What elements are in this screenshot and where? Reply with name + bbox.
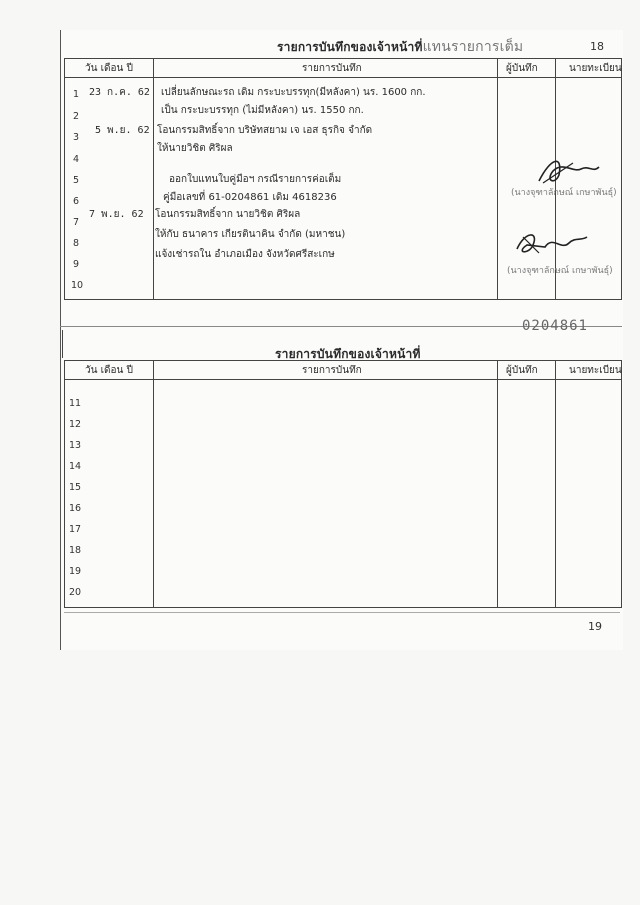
- header-recorder: ผู้บันทึก: [506, 365, 538, 376]
- column-divider: [497, 59, 498, 299]
- row-number: 10: [71, 280, 84, 291]
- column-divider: [497, 361, 498, 607]
- page-number-top: 18: [590, 40, 604, 53]
- row-number: 9: [73, 259, 80, 270]
- row-number: 19: [69, 566, 82, 577]
- row-number: 1: [73, 89, 80, 100]
- entry-line: เป็น กระบะบรรทุก (ไม่มีหลังคา) นร. 1550 กก.: [161, 105, 364, 116]
- row-number: 15: [69, 482, 82, 493]
- entry-date: 5 พ.ย. 62: [95, 125, 150, 136]
- page-title-bottom: รายการบันทึกของเจ้าหน้าที่: [275, 347, 421, 361]
- row-number: 8: [73, 238, 80, 249]
- header-recorder: ผู้บันทึก: [506, 63, 538, 74]
- recorder-stamp: (นางจุฑาลักษณ์ เกษาพันธุ์): [507, 266, 613, 276]
- entry-line: ให้กับ ธนาคาร เกียรตินาคิน จำกัด (มหาชน): [155, 229, 346, 240]
- entry-line: ให้นายวิชิต ศิริผล: [157, 143, 233, 154]
- entry-line: เปลี่ยนลักษณะรถ เดิม กระบะบรรทุก(มีหลังคา) นร. 1600 กก.: [161, 87, 426, 98]
- header-registrar: นายทะเบียน: [569, 365, 622, 376]
- row-number: 5: [73, 175, 80, 186]
- page-number-bottom: 19: [588, 620, 602, 633]
- entry-line: แจ้งเช่ารถใน อำเภอเมือง จังหวัดศรีสะเกษ: [155, 249, 335, 260]
- margin-line: [62, 330, 63, 358]
- column-divider: [555, 361, 556, 607]
- column-divider: [153, 59, 154, 299]
- entry-date: 7 พ.ย. 62: [89, 209, 144, 220]
- serial-fragment: 0204861: [521, 318, 588, 334]
- entry-line: โอนกรรมสิทธิ์จาก นายวิชิต ศิริผล: [155, 209, 301, 220]
- entry-date: 23 ก.ค. 62: [89, 87, 150, 98]
- entry-line: คู่มือเลขที่ 61-0204861 เดิม 4618236: [163, 192, 337, 203]
- table-header: [65, 59, 621, 78]
- header-record: รายการบันทึก: [302, 63, 362, 74]
- header-date: วัน เดือน ปี: [85, 63, 133, 74]
- title-overlay: แทนรายการเต็ม: [422, 39, 524, 55]
- row-number: 13: [69, 440, 82, 451]
- signature-2: [509, 223, 589, 263]
- header-registrar: นายทะเบียน: [569, 63, 622, 74]
- footer-divider: [64, 612, 620, 613]
- row-number: 14: [69, 461, 82, 472]
- row-number: 7: [73, 217, 80, 228]
- record-table-top: [64, 58, 622, 300]
- entry-line: โอนกรรมสิทธิ์จาก บริษัทสยาม เจ เอส ธุรกิจ จำกัด: [157, 125, 373, 136]
- recorder-stamp: (นางจุฑาลักษณ์ เกษาพันธุ์): [511, 188, 617, 198]
- header-record: รายการบันทึก: [302, 365, 362, 376]
- record-table-bottom: [64, 360, 622, 608]
- table-header: [65, 361, 621, 380]
- row-number: 12: [69, 419, 82, 430]
- row-number: 4: [73, 154, 80, 165]
- row-number: 2: [73, 111, 80, 122]
- row-number: 11: [69, 398, 82, 409]
- header-date: วัน เดือน ปี: [85, 365, 133, 376]
- row-number: 6: [73, 196, 80, 207]
- row-number: 16: [69, 503, 82, 514]
- entry-line: ออกใบแทนใบคู่มือฯ กรณีรายการค่อเต็ม: [169, 174, 342, 185]
- row-number: 20: [69, 587, 82, 598]
- column-divider: [153, 361, 154, 607]
- row-number: 3: [73, 132, 80, 143]
- row-number: 17: [69, 524, 82, 535]
- row-number: 18: [69, 545, 82, 556]
- page-title-top: รายการบันทึกของเจ้าหน้าที่แทนรายการเต็ม: [277, 39, 524, 55]
